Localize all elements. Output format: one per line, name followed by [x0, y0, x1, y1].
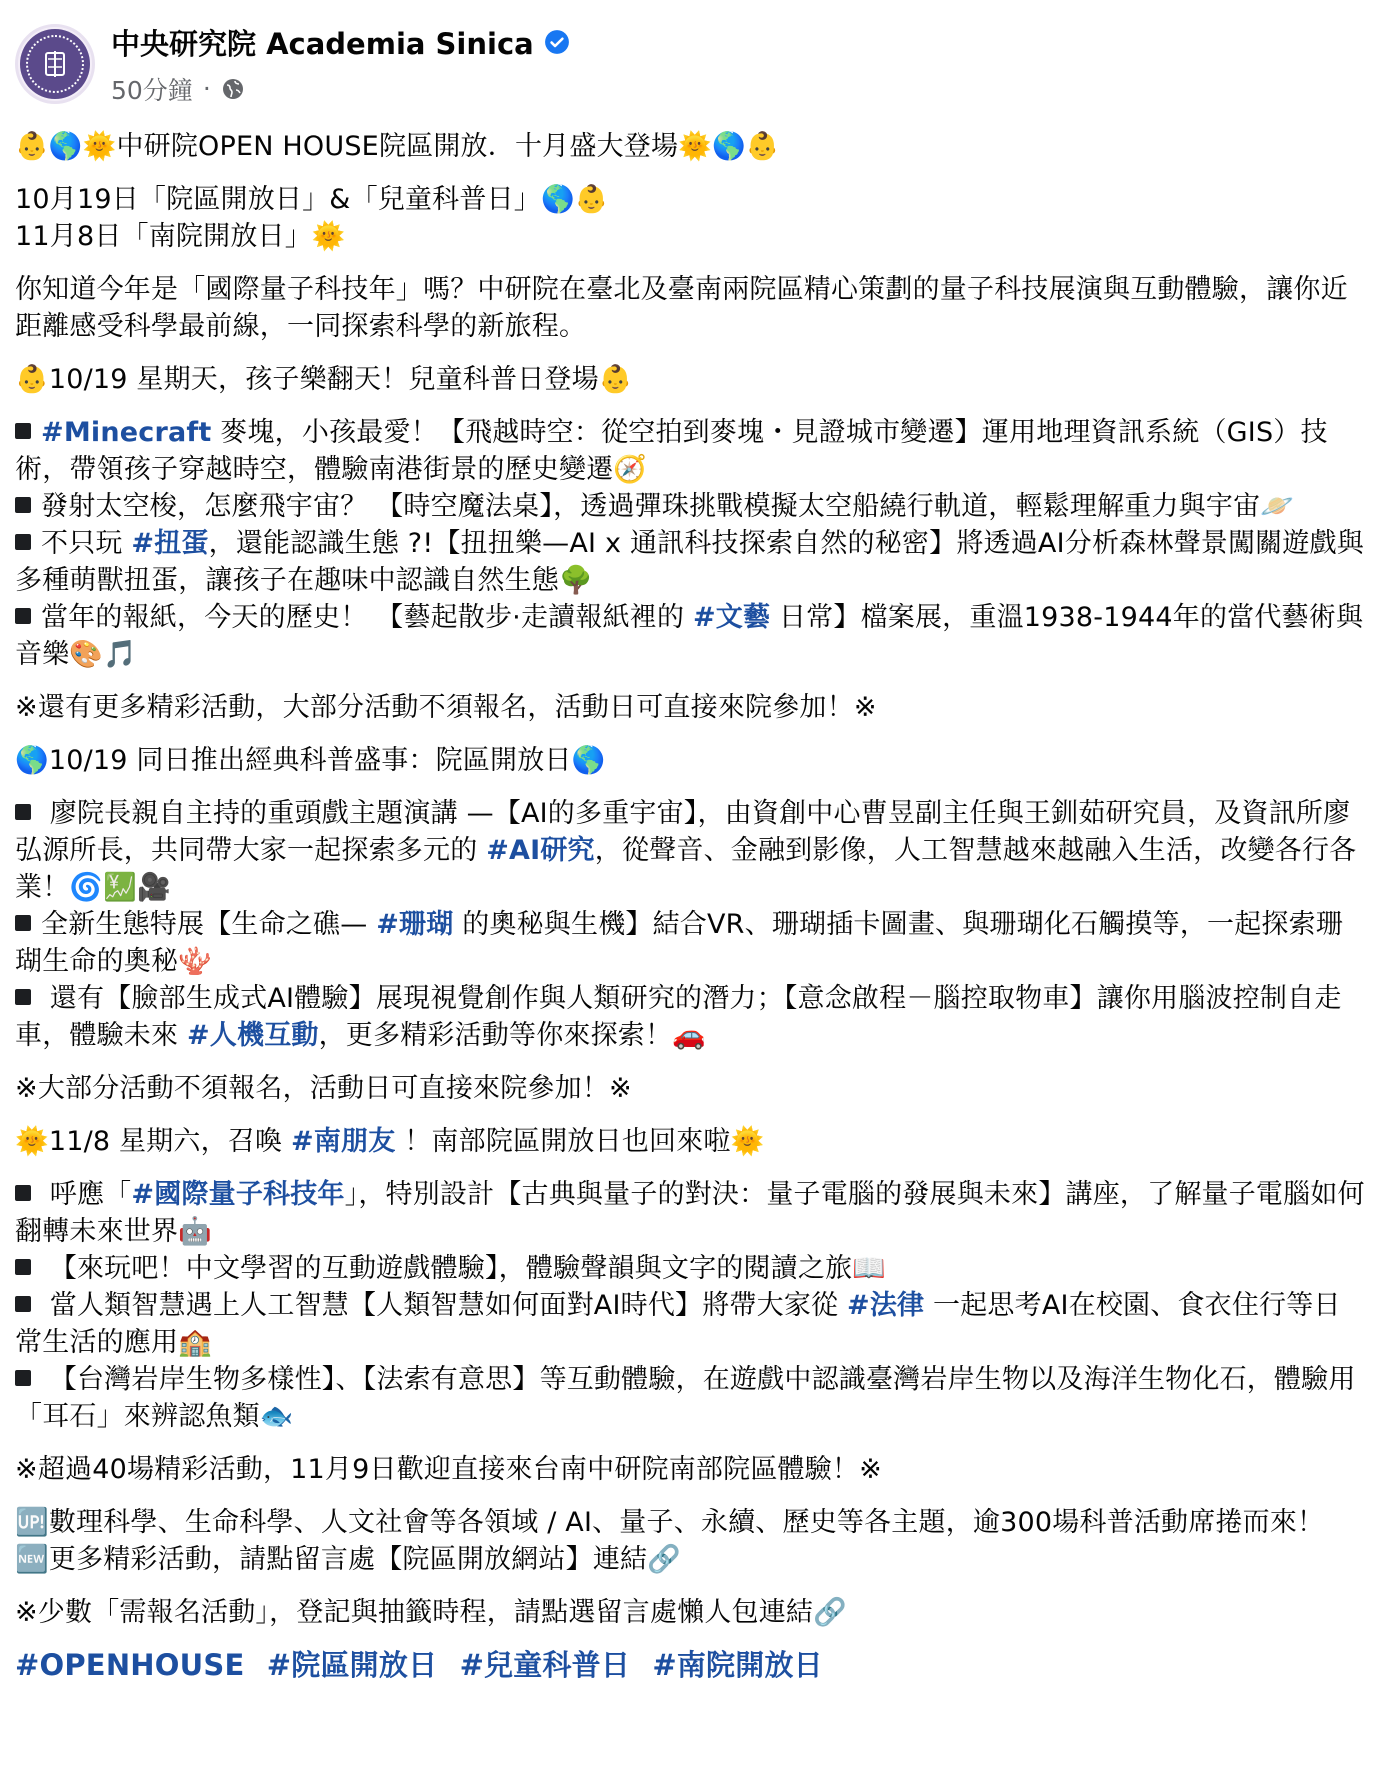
page-name[interactable]: 中央研究院 Academia Sinica	[111, 26, 534, 61]
hashtag-link[interactable]: #文藝	[692, 602, 771, 633]
list-item: #Minecraft 麥塊，小孩最愛！【飛越時空：從空拍到麥塊・見證城市變遷】運用地理資訊系統（GIS）技術，帶領孩子穿越時空，體驗南港街景的歷史變遷🧭	[15, 417, 1328, 485]
date-line: 11月8日「南院開放日」🌞	[15, 221, 346, 252]
list-item: 【來玩吧！中文學習的互動遊戲體驗】，體驗聲韻與文字的閱讀之旅📖	[15, 1250, 1366, 1287]
list-item: 當年的報紙，今天的歷史！ 【藝起散步·走讀報紙裡的 #文藝 日常】檔案展，重溫1938-1944年的當代藝術與音樂🎨🎵	[15, 602, 1364, 670]
post-timestamp[interactable]: 50分鐘	[111, 75, 193, 105]
bullet-square-icon	[15, 497, 31, 513]
bullet-square-icon	[15, 915, 31, 931]
public-globe-icon[interactable]	[221, 77, 245, 101]
list-item: 當人類智慧遇上人工智慧【人類智慧如何面對AI時代】將帶大家從 #法律 一起思考AI在校園、食衣住行等日常生活的應用🏫	[15, 1290, 1341, 1358]
intro-paragraph: 你知道今年是「國際量子科技年」嗎？中研院在臺北及臺南兩院區精心策劃的量子科技展演與互動體驗，讓你近距離感受科學最前線，一同探索科學的新旅程。	[15, 274, 1348, 342]
list-item: 還有【臉部生成式AI體驗】展現視覺創作與人類研究的潛力；【意念啟程－腦控取物車】讓你用腦波控制自走車，體驗未來 #人機互動，更多精彩活動等你來探索！🚗	[15, 983, 1342, 1051]
bullet-square-icon	[15, 608, 31, 624]
bullet-square-icon	[15, 1185, 31, 1201]
hashtag-link[interactable]: #南院開放日	[652, 1648, 823, 1682]
post-title: 👶🌎🌞中研院OPEN HOUSE院區開放．十月盛大登場🌞🌎👶	[15, 131, 780, 162]
hashtag-row	[15, 1647, 1366, 1684]
hashtag-link[interactable]: #院區開放日	[266, 1648, 438, 1682]
bullet-square-icon	[15, 1296, 31, 1312]
bullet-square-icon	[15, 1259, 31, 1275]
list-item: 【台灣岩岸生物多樣性】、【法索有意思】等互動體驗，在遊戲中認識臺灣岩岸生物以及海洋生物化石，體驗用「耳石」來辨認魚類🐟	[15, 1364, 1356, 1432]
list-item: 呼應「#國際量子科技年」，特別設計【古典與量子的對決：量子電腦的發展與未來】講座，了解量子電腦如何翻轉未來世界🤖	[15, 1179, 1365, 1247]
post-body	[15, 128, 1366, 1684]
note: ※大部分活動不須報名，活動日可直接來院參加！※	[15, 1073, 632, 1104]
hashtag-link[interactable]: #珊瑚	[376, 909, 454, 940]
date-line: 10月19日「院區開放日」&「兒童科普日」🌎👶	[15, 184, 609, 215]
bullet-square-icon	[15, 804, 31, 820]
summary	[15, 1504, 1366, 1578]
list-item: 全新生態特展【生命之礁— #珊瑚 的奧秘與生機】結合VR、珊瑚插卡圖畫、與珊瑚化石觸摸等，一起探索珊瑚生命的奧秘🪸	[15, 909, 1344, 977]
academia-sinica-logo	[20, 29, 90, 99]
event-dates	[15, 181, 1366, 255]
hashtag-link[interactable]: #OPENHOUSE	[15, 1648, 245, 1682]
hashtag-link[interactable]: #法律	[847, 1290, 925, 1321]
avatar[interactable]	[15, 24, 95, 104]
hashtag-link[interactable]: #扭蛋	[131, 528, 209, 559]
verified-badge-icon	[544, 29, 570, 55]
hashtag-link[interactable]: #AI研究	[486, 835, 595, 866]
section-heading: 👶10/19 星期天，孩子樂翻天！兒童科普日登場👶	[15, 364, 633, 395]
list-item: 廖院長親自主持的重頭戲主題演講 —【AI的多重宇宙】，由資創中心曹昱副主任與王釧茹研究員，及資訊所廖弘源所長，共同帶大家一起探索多元的 #AI研究，從聲音、金融到影像，人工智慧越來越融入生活，改變各行各業！🌀💹🎥	[15, 798, 1357, 903]
signup-note: ※少數「需報名活動」，登記與抽籤時程，請點選留言處懶人包連結🔗	[15, 1597, 847, 1628]
section-heading: 🌞11/8 星期六，召喚 #南朋友 ！南部院區開放日也回來啦🌞	[15, 1126, 765, 1157]
bullet-square-icon	[15, 1370, 31, 1386]
bullet-square-icon	[15, 989, 31, 1005]
post-header	[15, 18, 1366, 110]
list-item: 發射太空梭，怎麼飛宇宙？ 【時空魔法桌】，透過彈珠挑戰模擬太空船繞行軌道，輕鬆理解重力與宇宙🪐	[15, 488, 1366, 525]
bullet-square-icon	[15, 534, 31, 550]
hashtag-link[interactable]: #南朋友	[291, 1126, 396, 1157]
hashtag-link[interactable]: #兒童科普日	[459, 1648, 631, 1682]
hashtag-link[interactable]: #人機互動	[186, 1020, 319, 1051]
note: ※超過40場精彩活動，11月9日歡迎直接來台南中研院南部院區體驗！※	[15, 1454, 882, 1485]
bullet-square-icon	[15, 423, 31, 439]
note: ※還有更多精彩活動，大部分活動不須報名，活動日可直接來院參加！※	[15, 692, 877, 723]
section-2-list	[15, 795, 1366, 1054]
hashtag-link[interactable]: #國際量子科技年	[131, 1179, 345, 1210]
hashtag-link[interactable]: #Minecraft	[41, 417, 212, 448]
up-line: 🆙數理科學、生命科學、人文社會等各領域 / AI、量子、永續、歷史等各主題，逾300場科普活動席捲而來！	[15, 1507, 1325, 1538]
new-line: 🆕更多精彩活動，請點留言處【院區開放網站】連結🔗	[15, 1544, 682, 1575]
list-item: 不只玩 #扭蛋，還能認識生態 ?!【扭扭樂—AI x 通訊科技探索自然的秘密】將透過AI分析森林聲景闖關遊戲與多種萌獸扭蛋，讓孩子在趣味中認識自然生態🌳	[15, 528, 1364, 596]
separator-dot: ·	[202, 74, 211, 103]
section-1-list	[15, 414, 1366, 673]
section-3-list	[15, 1176, 1366, 1435]
section-heading: 🌎10/19 同日推出經典科普盛事：院區開放日🌎	[15, 745, 606, 776]
